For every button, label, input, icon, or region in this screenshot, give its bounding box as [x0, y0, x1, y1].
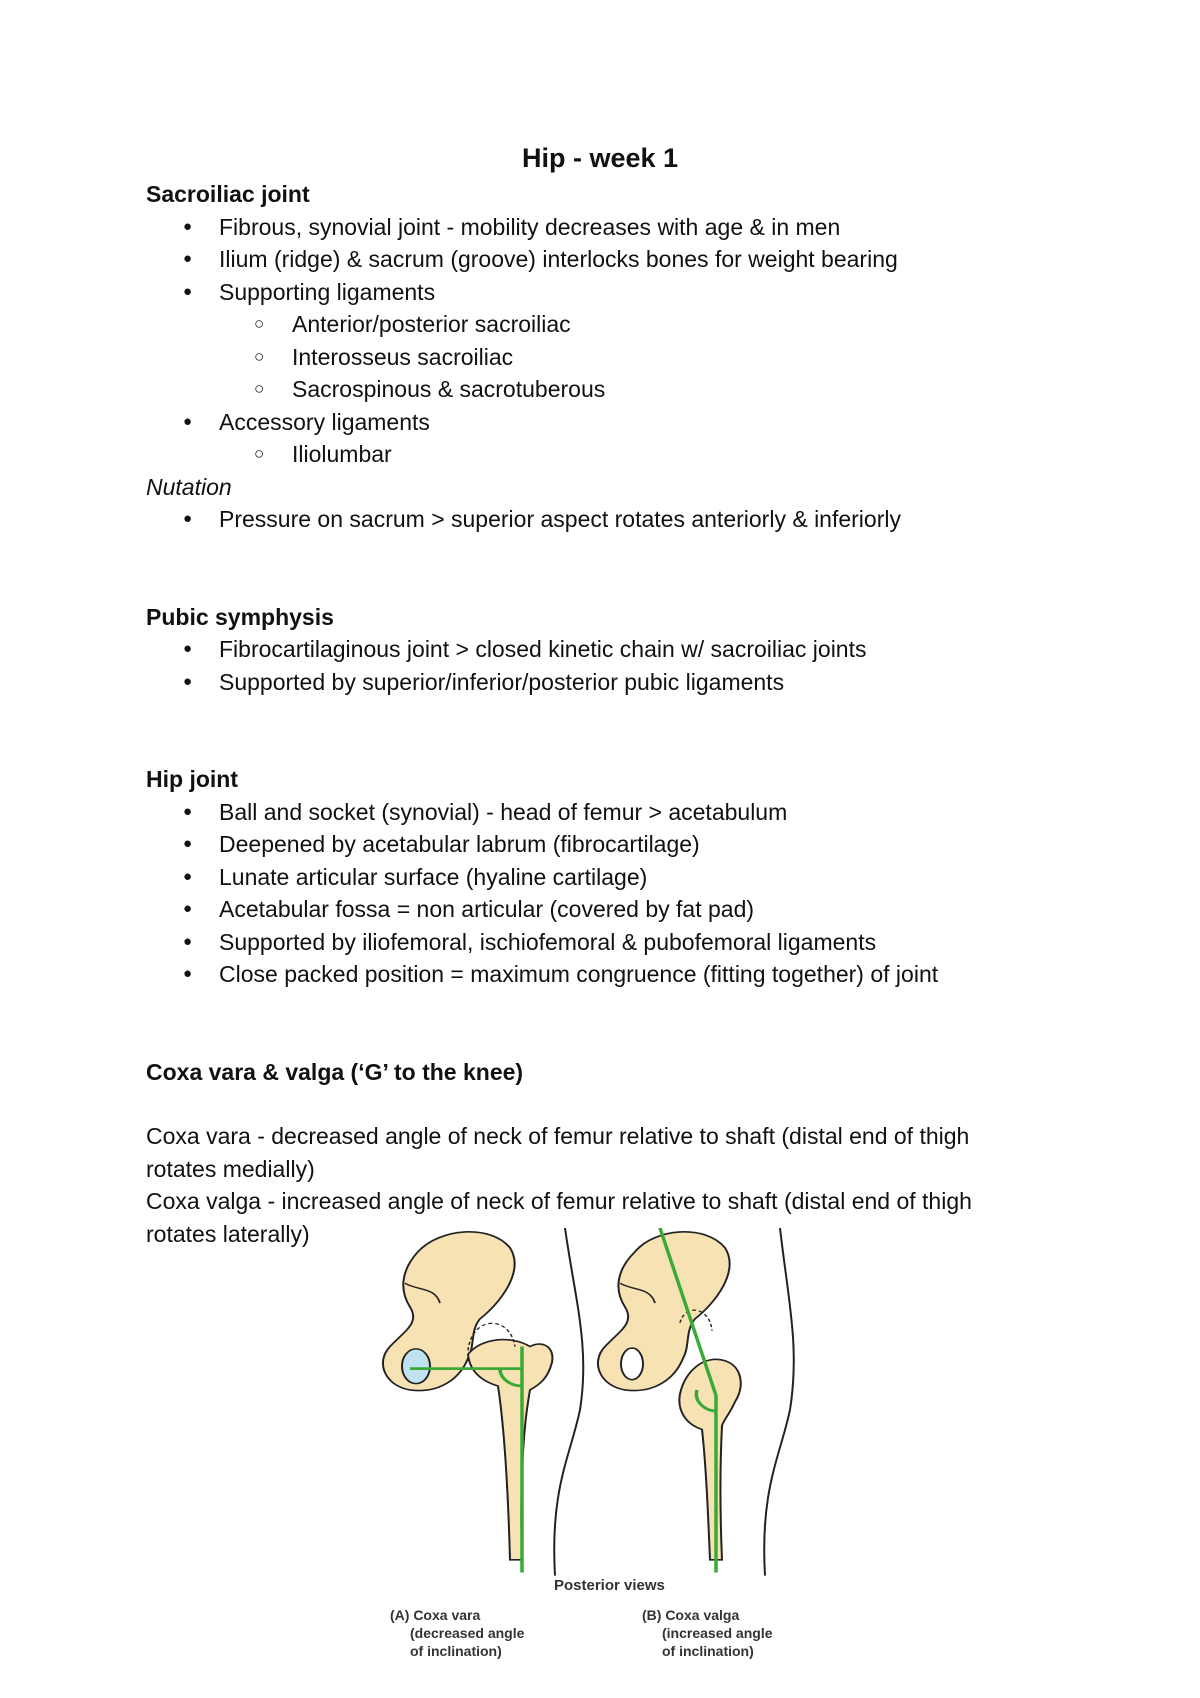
list-item: ● Pressure on sacrum > superior aspect rotates anteriorly & inferiorly — [146, 503, 1046, 536]
coxa-valga-drawing — [598, 1228, 794, 1576]
list-item: ● Ball and socket (synovial) - head of femur > acetabulum — [146, 796, 1046, 829]
list-item: ● Close packed position = maximum congruence (fitting together) of joint — [146, 958, 1046, 991]
heading-coxa: Coxa vara & valga (‘G’ to the knee) — [146, 1058, 524, 1085]
sub-list-item: ○ Anterior/posterior sacroiliac — [146, 308, 1046, 341]
hip-list — [146, 796, 1046, 991]
coxa-valga-paragraph: Coxa valga - increased angle of neck of femur relative to shaft (distal end of thigh rotates laterally) — [146, 1188, 972, 1247]
coxa-vara-paragraph: Coxa vara - decreased angle of neck of femur relative to shaft (distal end of thigh rotates medially) — [146, 1123, 970, 1182]
coxa-illustration — [380, 1228, 840, 1668]
heading-hip-joint: Hip joint — [146, 766, 238, 792]
heading-pubic-symphysis: Pubic symphysis — [146, 603, 334, 630]
list-item: ● Deepened by acetabular labrum (fibrocartilage) — [146, 828, 1046, 861]
obturator-fossa-a — [402, 1349, 430, 1384]
caption-a-line1: (A) Coxa vara — [390, 1607, 481, 1623]
thigh-outline-a — [554, 1228, 583, 1576]
pubic-list — [146, 633, 1046, 698]
sub-list-item: ○ Interosseus sacroiliac — [146, 341, 1046, 374]
sub-list-item: ○ Sacrospinous & sacrotuberous — [146, 373, 1046, 406]
document-page — [146, 140, 1046, 1250]
list-item: ● Fibrous, synovial joint - mobility decreases with age & in men — [146, 211, 1046, 244]
list-item: ● Lunate articular surface (hyaline cartilage) — [146, 861, 1046, 894]
caption-a-line2: (decreased angle — [410, 1625, 525, 1641]
caption-a-line3: of inclination) — [410, 1643, 502, 1659]
page-title: Hip - week 1 — [521, 143, 679, 173]
sub-list-item: ○ Iliolumbar — [146, 438, 1046, 471]
list-item: ● Acetabular fossa = non articular (covered by fat pad) — [146, 893, 1046, 926]
list-item: ● Accessory ligaments — [146, 406, 1046, 439]
femur-a — [468, 1340, 552, 1560]
nutation-label: Nutation — [146, 473, 232, 500]
list-item: ● Ilium (ridge) & sacrum (groove) interlocks bones for weight bearing — [146, 243, 1046, 276]
coxa-vara-drawing — [383, 1228, 583, 1576]
caption-b-line2: (increased angle — [662, 1625, 773, 1641]
heading-sacroiliac: Sacroiliac joint — [146, 181, 310, 207]
list-item: ● Fibrocartilaginous joint > closed kinetic chain w/ sacroiliac joints — [146, 633, 1046, 666]
caption-b-line1: (B) Coxa valga — [642, 1607, 740, 1623]
thigh-outline-b — [764, 1228, 794, 1576]
femur-b — [679, 1359, 740, 1559]
sacroiliac-list — [146, 211, 1046, 471]
list-item: ● Supporting ligaments — [146, 276, 1046, 309]
caption-b-line3: of inclination) — [662, 1643, 754, 1659]
nutation-list — [146, 503, 1046, 536]
views-label: Posterior views — [554, 1577, 665, 1594]
list-item: ● Supported by iliofemoral, ischiofemoral & pubofemoral ligaments — [146, 926, 1046, 959]
obturator-fossa-b — [621, 1348, 643, 1380]
list-item: ● Supported by superior/inferior/posterior pubic ligaments — [146, 666, 1046, 699]
coxa-figure — [380, 1228, 840, 1668]
